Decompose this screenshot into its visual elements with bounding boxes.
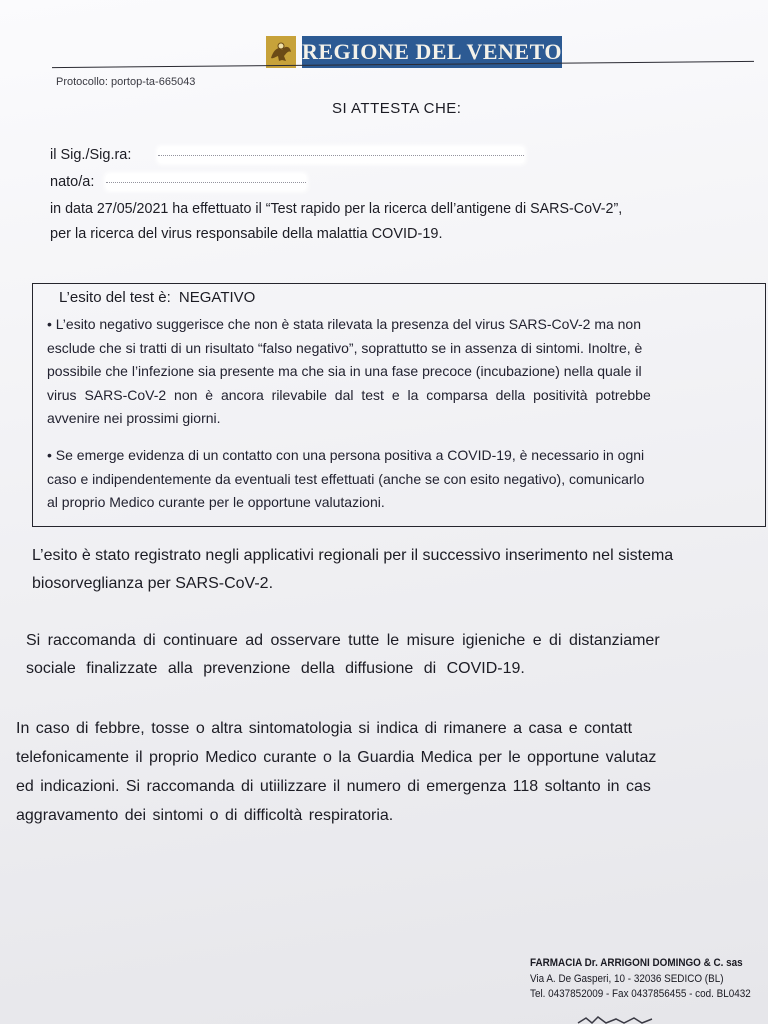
bullet-1-line: avvenire nei prossimi giorni. (47, 410, 221, 426)
bullet-1-line: possibile che l’infezione sia presente ma che sia in una fase precoce (incubazione) nella quale il (47, 363, 642, 379)
result-value: NEGATIVO (178, 289, 256, 306)
fever-line: ed indicazioni. Si raccomanda di utiilizzare il numero di emergenza 118 soltanto in cas (16, 778, 651, 795)
registration-paragraph (32, 542, 673, 598)
document-title: SI ATTESTA CHE: (332, 100, 462, 117)
stamp-line: Tel. 0437852009 - Fax 0437856455 - cod. BL0432 (530, 988, 751, 1000)
result-label: L’esito del test è: (59, 289, 171, 306)
fever-line: telefonicamente il proprio Medico curante o la Guardia Medica per le opportune valutaz (16, 749, 657, 766)
test-statement-line-2: per la ricerca del virus responsabile della malattia COVID-19. (50, 226, 443, 242)
bullet-2-line: caso e indipendentemente da eventuali test effettuati (anche se con esito negativo), comunicarlo (47, 470, 645, 487)
protocol-number: Protocollo: portop-ta-665043 (56, 76, 196, 88)
stamp-line: Via A. De Gasperi, 10 - 32036 SEDICO (BL) (530, 972, 724, 985)
recommendation-line: Si raccomanda di continuare ad osservare tutte le misure igieniche e di distanziamer (26, 632, 660, 649)
lion-of-saint-mark-icon (266, 36, 296, 68)
pharmacy-stamp (530, 956, 751, 1003)
stamp-line: FARMACIA Dr. ARRIGONI DOMINGO & C. sas (530, 957, 743, 969)
bullet-2-line: • Se emerge evidenza di un contatto con una persona positiva a COVID-19, è necessario in ogni (47, 447, 645, 463)
fever-paragraph (16, 714, 656, 830)
bullet-1-line: esclude che si tratti di un risultato “falso negativo”, soprattutto se in assenza di sintomi. Inoltre, è (47, 339, 643, 356)
birth-label: nato/a: (50, 174, 95, 190)
bullet-1-line: virus SARS-CoV-2 non è ancora rilevabile dal test e la comparsa della positività potrebbe (47, 386, 651, 403)
bullet-2-line: al proprio Medico curante per le opportune valutazioni. (47, 494, 385, 510)
bullet-2 (47, 444, 759, 515)
signature-scribble (576, 1014, 656, 1024)
test-statement-line-1: in data 27/05/2021 ha effettuato il “Test rapido per la ricerca dell’antigene di SARS-CoV-2”, (50, 201, 623, 217)
recommendation-line: sociale finalizzate alla prevenzione della diffusione di COVID-19. (26, 660, 525, 677)
redacted-name (158, 147, 524, 163)
registration-line: L’esito è stato registrato negli applicativi regionali per il successivo inserimento nel sistema (32, 547, 674, 564)
result-box (32, 283, 766, 527)
redacted-birth (106, 174, 306, 190)
region-banner-text: REGIONE DEL VENETO (302, 36, 562, 68)
fever-line: aggravamento dei sintomi o di difficoltà respiratoria. (16, 807, 394, 824)
bullet-1 (47, 313, 759, 431)
bullet-1-line: • L’esito negativo suggerisce che non è stata rilevata la presenza del virus SARS-CoV-2 ma non (47, 316, 642, 332)
fever-line: In caso di febbre, tosse o altra sintomatologia si indica di rimanere a casa e contatt (16, 720, 633, 737)
result-heading (59, 289, 255, 306)
name-label: il Sig./Sig.ra: (50, 147, 132, 163)
recommendation-paragraph (26, 627, 660, 683)
registration-line: biosorveglianza per SARS-CoV-2. (32, 575, 274, 592)
